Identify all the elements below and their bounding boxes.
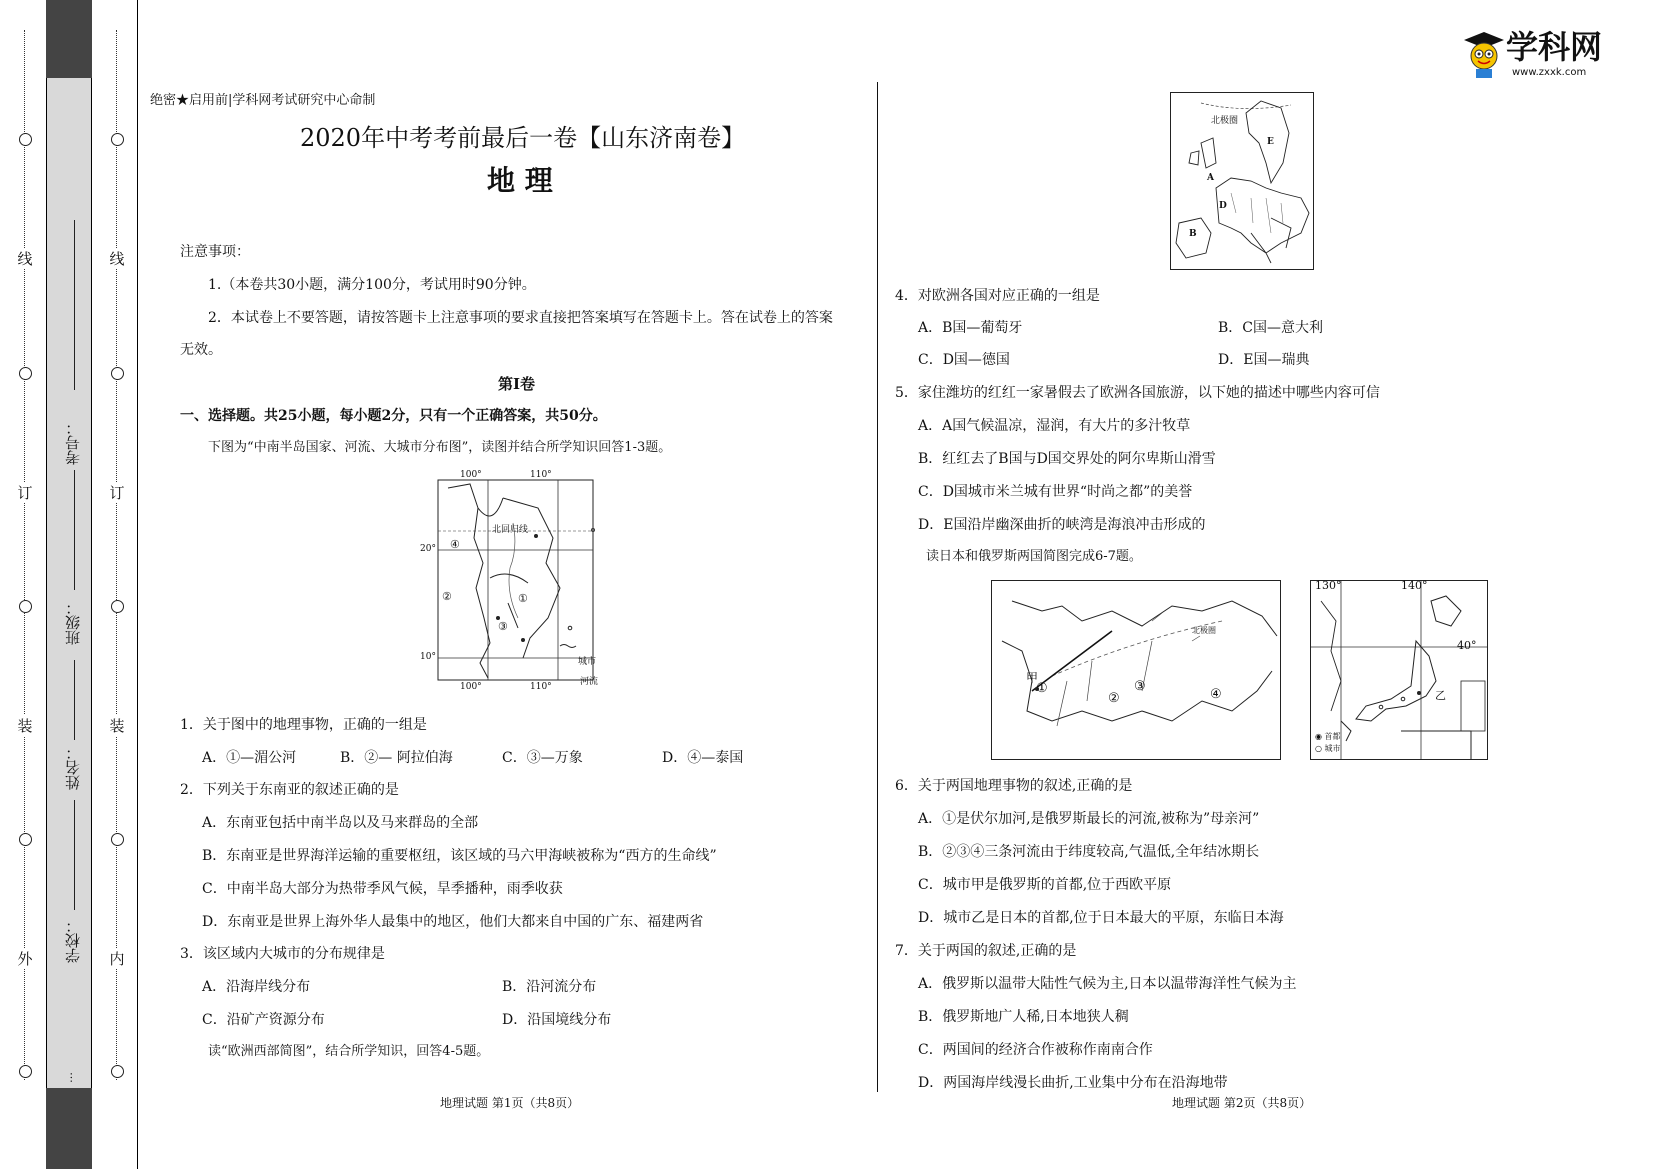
mark-xian-right: 线 xyxy=(109,250,125,268)
map1-legend-city: 城市 xyxy=(578,657,597,667)
exam-title: 2020年中考考前最后一卷【山东济南卷】 xyxy=(300,124,746,152)
name-line[interactable] xyxy=(74,800,75,910)
q5-option-d[interactable]: D．E国沿岸幽深曲折的峡湾是海浪冲击形成的 xyxy=(918,517,1206,533)
q3-stem: 3．该区域内大城市的分布规律是 xyxy=(180,946,385,962)
mark-ding-left: 订 xyxy=(17,484,33,502)
map1-lon-100-bottom: 100° xyxy=(460,682,482,692)
map3-lon-130: 130° xyxy=(1315,579,1342,592)
q1-option-d[interactable]: D．④—泰国 xyxy=(662,750,744,766)
map1-lat-20: 20° xyxy=(420,544,436,554)
q2-option-d[interactable]: D．东南亚是世界上海外华人最集中的地区，他们大都来自中国的广东、福建两省 xyxy=(202,914,704,930)
map3-arctic-label: 北极圈 xyxy=(1192,626,1216,635)
inner-dotted-line xyxy=(116,30,117,1080)
binding-hole xyxy=(19,1065,32,1078)
footer-page-1: 地理试题 第1页（共8页） xyxy=(440,1096,580,1110)
q4-stem: 4．对欧洲各国对应正确的一组是 xyxy=(895,288,1100,304)
map3-label-jia: 甲 xyxy=(1026,671,1039,685)
q6-option-d[interactable]: D．城市乙是日本的首都,位于日本最大的平原，东临日本海 xyxy=(918,910,1284,926)
binding-hole xyxy=(111,133,124,146)
map1-lon-110-top: 110° xyxy=(530,470,552,480)
mark-wai-left: 外 xyxy=(17,950,33,968)
q4-option-a[interactable]: A．B国—葡萄牙 xyxy=(918,320,1023,336)
map1-legend-river: 河流 xyxy=(580,677,599,687)
q1-option-c[interactable]: C．③—万象 xyxy=(502,750,583,766)
exam-number-label: 考号： xyxy=(64,420,82,465)
name-line-top xyxy=(74,660,75,740)
map2-label-a: A xyxy=(1207,173,1214,183)
binding-hole xyxy=(19,133,32,146)
q4-option-c[interactable]: C．D国—德国 xyxy=(918,352,1010,368)
q7-option-b[interactable]: B．俄罗斯地广人稀,日本地狭人稠 xyxy=(918,1009,1129,1025)
map1-label-3: ③ xyxy=(498,620,508,633)
binding-strip-inner xyxy=(46,0,92,1169)
q5-option-a[interactable]: A．A国气候温凉，湿润，有大片的多汁牧草 xyxy=(918,418,1191,434)
russia-map xyxy=(991,580,1281,760)
q7-option-c[interactable]: C．两国间的经济合作被称作南南合作 xyxy=(918,1042,1153,1058)
map1-lat-10: 10° xyxy=(420,652,436,662)
binding-dark-bottom xyxy=(46,1088,92,1169)
map2-label-d: D xyxy=(1219,201,1227,211)
logo-text: 学科网 xyxy=(1506,28,1603,66)
mark-ding-right: 订 xyxy=(109,484,125,502)
japan-map xyxy=(1310,580,1488,760)
western-europe-map xyxy=(1170,92,1314,270)
binding-hole xyxy=(111,600,124,613)
notes-heading: 注意事项： xyxy=(180,244,250,260)
map2-label-b: B xyxy=(1189,229,1197,239)
notes-item-2-cont: 无效。 xyxy=(180,342,222,358)
q4-option-d[interactable]: D．E国—瑞典 xyxy=(1218,352,1310,368)
q5-option-c[interactable]: C．D国城市米兰城有世界“时尚之都”的美誉 xyxy=(918,484,1193,500)
q5-stem: 5．家住潍坊的红红一家暑假去了欧洲各国旅游，以下她的描述中哪些内容可信 xyxy=(895,385,1380,401)
q2-option-c[interactable]: C．中南半岛大部分为热带季风气候，旱季播种，雨季收获 xyxy=(202,881,563,897)
class-label: 班级： xyxy=(64,600,82,645)
map1-lon-100-top: 100° xyxy=(460,470,482,480)
map3-legend-city: ○ 城市 xyxy=(1315,744,1341,753)
binding-hole xyxy=(111,833,124,846)
q1-option-a[interactable]: A．①—湄公河 xyxy=(202,750,297,766)
intro-1-3: 下图为“中南半岛国家、河流、大城市分布图”，读图并结合所学知识回答1-3题。 xyxy=(208,440,672,455)
q4-option-b[interactable]: B．C国—意大利 xyxy=(1218,320,1323,336)
ellipsis-mark: … xyxy=(62,1072,75,1083)
map3-label-yi: 乙 xyxy=(1435,689,1446,702)
indochina-map xyxy=(418,468,618,698)
exam-number-line[interactable] xyxy=(74,220,75,390)
q3-option-c[interactable]: C．沿矿产资源分布 xyxy=(202,1012,325,1028)
mark-xian-left: 线 xyxy=(17,250,33,268)
map2-arctic-label: 北极圈 xyxy=(1211,116,1239,126)
map3-label-3: ③ xyxy=(1134,679,1146,694)
binding-hole xyxy=(111,1065,124,1078)
q3-option-b[interactable]: B．沿河流分布 xyxy=(502,979,597,995)
map1-label-1: ① xyxy=(518,592,528,605)
map3-label-2: ② xyxy=(1108,691,1120,706)
logo-mascot-icon xyxy=(1458,30,1508,80)
secret-label: 绝密★启用前|学科网考试研究中心命制 xyxy=(150,93,376,108)
map3-label-1: ① xyxy=(1036,681,1048,696)
page-divider xyxy=(877,82,878,1092)
binding-hole xyxy=(19,833,32,846)
q2-stem: 2．下列关于东南亚的叙述正确的是 xyxy=(180,782,399,798)
q6-option-b[interactable]: B．②③④三条河流由于纬度较高,气温低,全年结冰期长 xyxy=(918,844,1260,860)
binding-hole xyxy=(19,367,32,380)
q6-option-c[interactable]: C．城市甲是俄罗斯的首都,位于西欧平原 xyxy=(918,877,1172,893)
binding-hole xyxy=(19,600,32,613)
mark-nei-right: 内 xyxy=(109,950,125,968)
mark-zhuang-right: 装 xyxy=(109,717,125,735)
q3-option-a[interactable]: A．沿海岸线分布 xyxy=(202,979,311,995)
q2-option-b[interactable]: B．东南亚是世界海洋运输的重要枢纽，该区域的马六甲海峡被称为“西方的生命线” xyxy=(202,848,717,864)
binding-dark-top xyxy=(46,0,92,78)
outer-dotted-line xyxy=(24,30,25,1080)
intro-6-7: 读日本和俄罗斯两国简图完成6-7题。 xyxy=(926,549,1142,564)
part-heading: 第Ⅰ卷 xyxy=(498,375,536,393)
subject-title: 地 理 xyxy=(487,164,553,197)
school-label: 学校： xyxy=(64,918,82,963)
map3-lon-140: 140° xyxy=(1401,579,1428,592)
q3-option-d[interactable]: D．沿国境线分布 xyxy=(502,1012,612,1028)
intro-4-5: 读“欧洲西部简图”，结合所学知识，回答4-5题。 xyxy=(208,1044,490,1059)
name-label: 姓名： xyxy=(64,745,82,790)
class-line[interactable] xyxy=(74,470,75,590)
notes-item-2: 2．本试卷上不要答题，请按答题卡上注意事项的要求直接把答案填写在答题卡上。答在试卷上的答案 xyxy=(208,310,833,326)
map2-label-e: E xyxy=(1267,137,1274,147)
q2-option-a[interactable]: A．东南亚包括中南半岛以及马来群岛的全部 xyxy=(202,815,479,831)
section-heading: 一、选择题。共25小题，每小题2分，只有一个正确答案，共50分。 xyxy=(180,408,607,424)
mark-zhuang-left: 装 xyxy=(17,717,33,735)
q6-option-a[interactable]: A．①是伏尔加河,是俄罗斯最长的河流,被称为”母亲河” xyxy=(918,811,1260,827)
map1-lon-110-bottom: 110° xyxy=(530,682,552,692)
map3-legend-capital: ◉ 首都 xyxy=(1315,732,1341,741)
map3-label-4: ④ xyxy=(1210,687,1222,702)
map3-lat-40: 40° xyxy=(1457,639,1477,652)
q1-option-b[interactable]: B．②— 阿拉伯海 xyxy=(340,750,453,766)
map1-label-2: ② xyxy=(442,590,452,603)
footer-page-2: 地理试题 第2页（共8页） xyxy=(1172,1096,1312,1110)
q6-stem: 6．关于两国地理事物的叙述,正确的是 xyxy=(895,778,1133,794)
logo-url: www.zxxk.com xyxy=(1512,67,1587,78)
binding-hole xyxy=(111,367,124,380)
q7-option-d[interactable]: D．两国海岸线漫长曲折,工业集中分布在沿海地带 xyxy=(918,1075,1228,1091)
q7-stem: 7．关于两国的叙述,正确的是 xyxy=(895,943,1077,959)
map1-tropic-label: 北回归线 xyxy=(492,525,529,535)
map1-label-4: ④ xyxy=(450,538,460,551)
q7-option-a[interactable]: A．俄罗斯以温带大陆性气候为主,日本以温带海洋性气候为主 xyxy=(918,976,1297,992)
q5-option-b[interactable]: B．红红去了B国与D国交界处的阿尔卑斯山滑雪 xyxy=(918,451,1216,467)
notes-item-1: 1.（本卷共30小题，满分100分，考试用时90分钟。 xyxy=(208,277,536,293)
q1-stem: 1．关于图中的地理事物，正确的一组是 xyxy=(180,717,427,733)
